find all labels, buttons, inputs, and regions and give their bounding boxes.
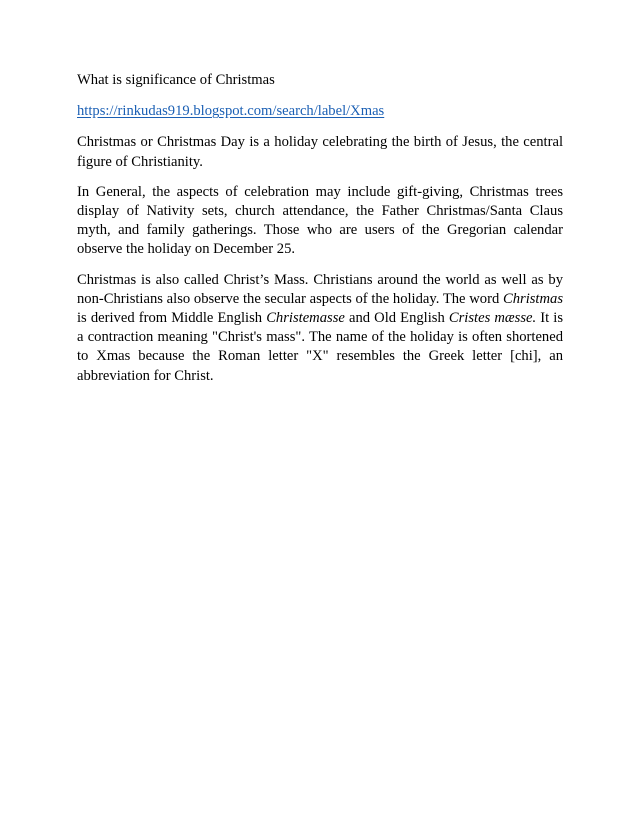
document-page — [77, 71, 563, 397]
document-title: What is significance of Christmas — [77, 72, 275, 88]
link-paragraph — [77, 102, 563, 121]
term-christmas: Christmas — [502, 290, 563, 307]
paragraph3-text-2: is derived from Middle English — [77, 310, 267, 327]
term-christemasse: Christemasse — [266, 310, 345, 327]
paragraph3-text-1: Christmas is also called Christ’s Mass. Christians around the world as well as by non-Christians also observe the secular aspects of the holiday. The word — [77, 271, 563, 307]
paragraph-celebration-aspects: In General, the aspects of celebration may include gift-giving, Christmas trees display of Nativity sets, church attendance, the Father Christmas/Santa Claus myth, and family gatherings. Those who are users of the Gregorian calendar observe the holiday on December 25. — [77, 183, 563, 258]
term-cristes-maesse: Cristes mæsse. — [448, 310, 537, 327]
paragraph3-text-3: and Old English — [344, 310, 449, 327]
paragraph-christs-mass — [77, 271, 563, 386]
paragraph-birth-of-jesus: Christmas or Christmas Day is a holiday celebrating the birth of Jesus, the central figure of Christianity. — [77, 134, 563, 170]
blog-link[interactable]: https://rinkudas919.blogspot.com/search/label/Xmas — [77, 103, 385, 120]
paragraph3-text-4: It is a contraction meaning "Christ's mass". The name of the holiday is often shortened to Xmas because the Roman letter "X" resembles the Greek letter [chi], an abbreviation for Christ. — [77, 310, 564, 384]
